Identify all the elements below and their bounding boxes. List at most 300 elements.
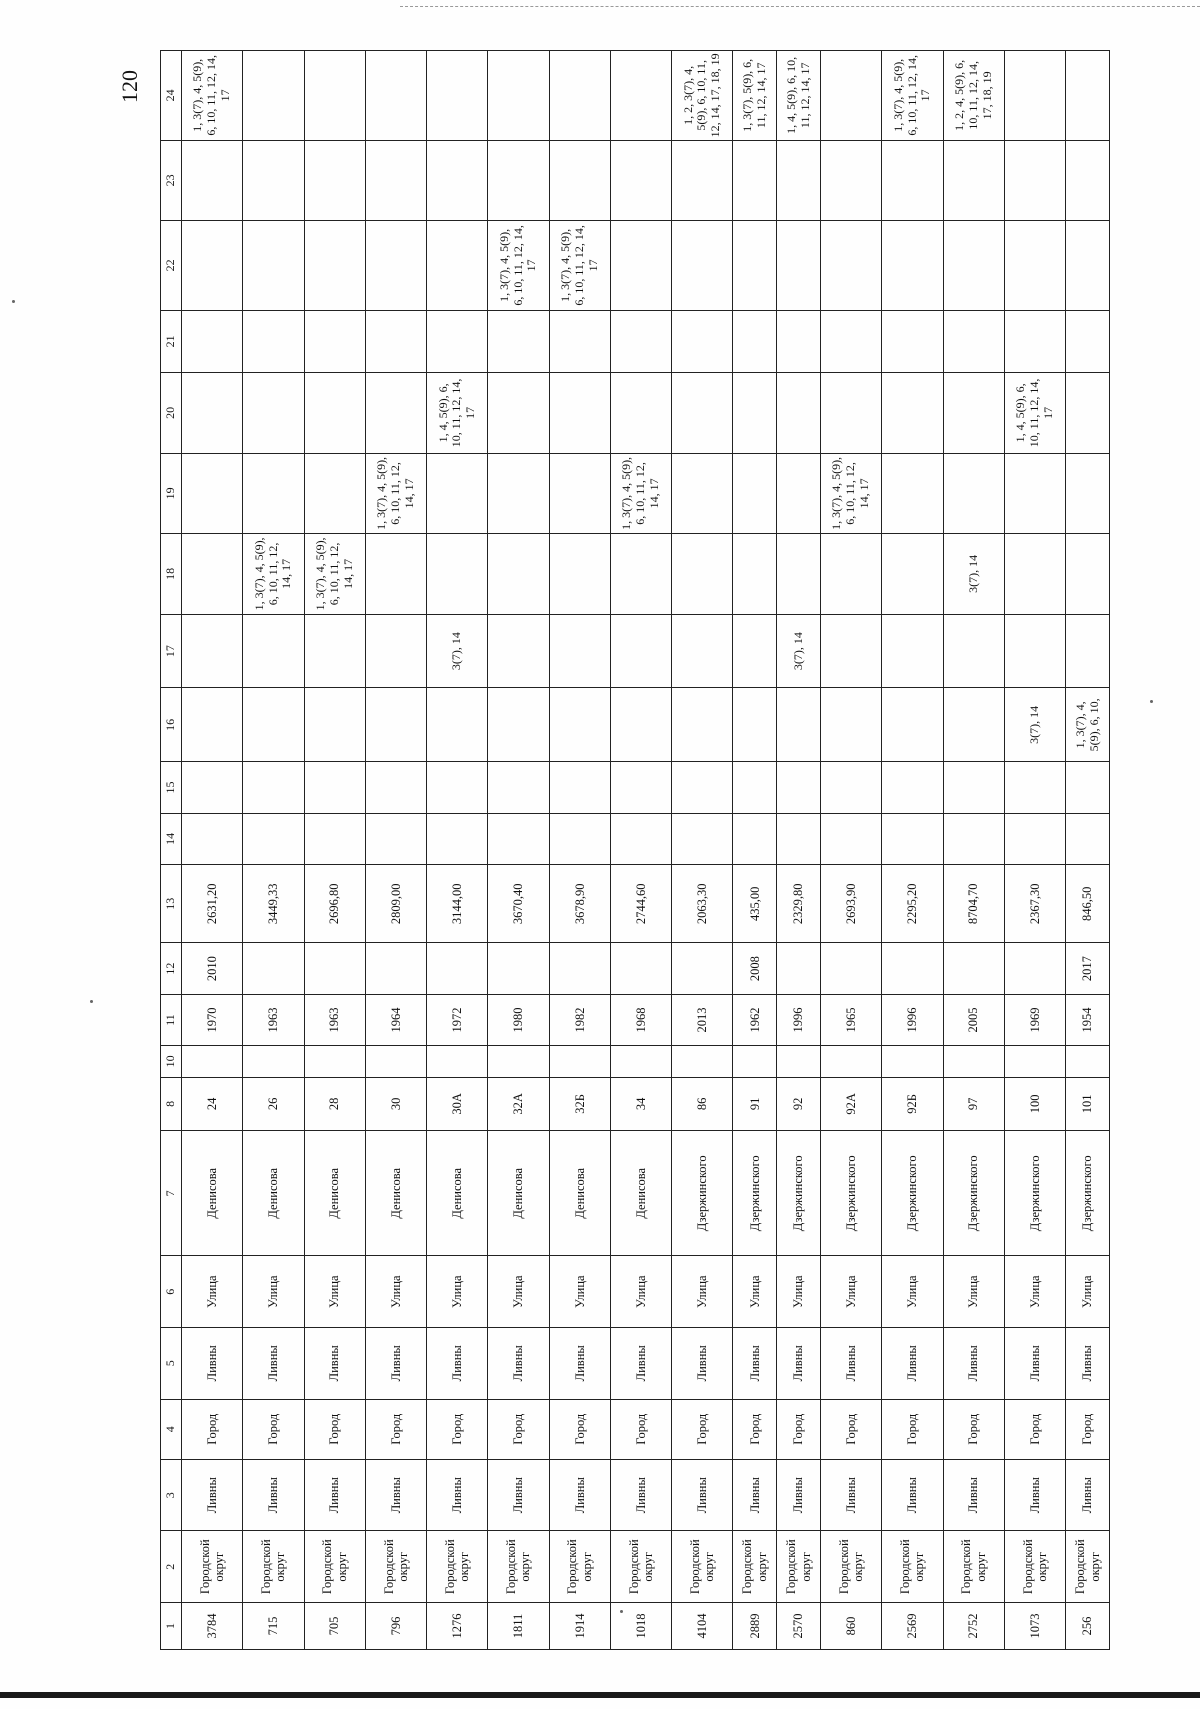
column-number-header: 7 <box>161 1131 182 1256</box>
table-row <box>1066 51 1110 1650</box>
table-cell: 8704,70 <box>943 865 1004 943</box>
table-cell: 2570 <box>777 1603 821 1650</box>
table-cell: Городской округ <box>672 1531 733 1603</box>
column-number-header: 23 <box>161 140 182 221</box>
table-cell <box>882 221 943 310</box>
table-cell: 3(7), 14 <box>427 614 488 688</box>
table-cell: 3670,40 <box>488 865 549 943</box>
table-cell <box>304 221 365 310</box>
rotated-table-container <box>160 50 1110 1650</box>
table-cell: Ливны <box>365 1327 426 1399</box>
table-cell: 1, 2, 3(7), 4, 5(9), 6, 10, 11, 12, 14, 17, 18, 19 <box>672 51 733 141</box>
table-cell <box>672 453 733 534</box>
table-cell <box>882 614 943 688</box>
column-number-header: 2 <box>161 1531 182 1603</box>
table-cell: Ливны <box>821 1327 882 1399</box>
table-cell: Дзержинского <box>943 1131 1004 1256</box>
table-cell: 2063,30 <box>672 865 733 943</box>
table-cell <box>1004 1046 1065 1077</box>
table-cell <box>777 1046 821 1077</box>
table-cell <box>243 310 304 373</box>
table-cell <box>549 762 610 813</box>
table-cell <box>882 534 943 615</box>
table-cell: Улица <box>1004 1256 1065 1328</box>
table-cell: 1962 <box>733 994 777 1045</box>
table-cell <box>1004 614 1065 688</box>
table-cell <box>943 688 1004 762</box>
table-cell <box>733 221 777 310</box>
table-cell <box>821 1046 882 1077</box>
table-cell <box>882 688 943 762</box>
table-cell <box>610 534 671 615</box>
column-number-header: 14 <box>161 813 182 864</box>
table-cell: Ливны <box>733 1459 777 1531</box>
table-cell <box>1004 140 1065 221</box>
table-cell <box>1004 762 1065 813</box>
table-cell: 32Б <box>549 1077 610 1131</box>
table-cell: 3678,90 <box>549 865 610 943</box>
table-cell: Ливны <box>1066 1459 1110 1531</box>
table-cell <box>610 221 671 310</box>
table-cell: Ливны <box>777 1327 821 1399</box>
table-cell: Городской округ <box>1004 1531 1065 1603</box>
table-cell: Ливны <box>549 1327 610 1399</box>
table-cell: Улица <box>610 1256 671 1328</box>
table-viewport <box>160 50 1110 1650</box>
table-cell: Денисова <box>549 1131 610 1256</box>
table-row <box>243 51 304 1650</box>
table-cell <box>365 310 426 373</box>
table-cell <box>777 373 821 454</box>
scan-edge-line <box>400 6 1200 7</box>
table-cell <box>304 1046 365 1077</box>
table-cell <box>365 813 426 864</box>
table-cell: Денисова <box>610 1131 671 1256</box>
table-cell: 3(7), 14 <box>1004 688 1065 762</box>
table-cell <box>821 51 882 141</box>
table-cell: 1972 <box>427 994 488 1045</box>
scan-speck <box>620 1610 623 1613</box>
table-cell <box>549 140 610 221</box>
table-cell <box>610 943 671 994</box>
table-cell: 256 <box>1066 1603 1110 1650</box>
table-cell <box>1004 453 1065 534</box>
table-cell: Город <box>549 1399 610 1459</box>
table-cell <box>488 762 549 813</box>
table-cell: Город <box>610 1399 671 1459</box>
table-cell <box>610 373 671 454</box>
table-cell: 1980 <box>488 994 549 1045</box>
housing-register-table <box>160 50 1110 1650</box>
table-cell: Улица <box>488 1256 549 1328</box>
table-cell: 86 <box>672 1077 733 1131</box>
table-cell: Улица <box>427 1256 488 1328</box>
table-cell <box>777 453 821 534</box>
table-cell <box>1004 943 1065 994</box>
table-cell: 1811 <box>488 1603 549 1650</box>
column-number-header: 3 <box>161 1459 182 1531</box>
table-cell <box>821 373 882 454</box>
column-number-header: 1 <box>161 1603 182 1650</box>
table-cell <box>610 51 671 141</box>
table-row <box>182 51 243 1650</box>
table-cell: 2696,80 <box>304 865 365 943</box>
table-cell <box>488 688 549 762</box>
table-cell <box>488 813 549 864</box>
table-cell <box>488 534 549 615</box>
table-cell: Городской округ <box>777 1531 821 1603</box>
table-cell <box>365 51 426 141</box>
table-cell <box>488 1046 549 1077</box>
table-cell <box>182 453 243 534</box>
table-cell: Город <box>365 1399 426 1459</box>
table-cell: Улица <box>243 1256 304 1328</box>
table-cell <box>672 943 733 994</box>
table-cell: 32А <box>488 1077 549 1131</box>
table-cell <box>610 688 671 762</box>
table-cell <box>182 688 243 762</box>
table-cell: Ливны <box>182 1459 243 1531</box>
table-cell: Город <box>882 1399 943 1459</box>
table-cell: 2005 <box>943 994 1004 1045</box>
table-cell: 1982 <box>549 994 610 1045</box>
table-cell: Город <box>488 1399 549 1459</box>
table-cell: Городской округ <box>1066 1531 1110 1603</box>
scan-speck <box>1150 700 1153 703</box>
table-cell: Дзержинского <box>821 1131 882 1256</box>
column-number-header: 16 <box>161 688 182 762</box>
table-cell <box>821 614 882 688</box>
table-cell <box>243 762 304 813</box>
table-cell <box>549 1046 610 1077</box>
table-cell: Ливны <box>488 1327 549 1399</box>
table-cell: Дзержинского <box>733 1131 777 1256</box>
table-cell: Ливны <box>821 1459 882 1531</box>
table-cell <box>488 140 549 221</box>
table-cell: Город <box>1066 1399 1110 1459</box>
table-cell <box>1066 813 1110 864</box>
table-cell <box>943 762 1004 813</box>
table-cell <box>610 310 671 373</box>
table-cell <box>733 140 777 221</box>
table-row <box>943 51 1004 1650</box>
table-cell <box>182 813 243 864</box>
table-cell: 1969 <box>1004 994 1065 1045</box>
table-cell <box>777 688 821 762</box>
table-cell <box>365 140 426 221</box>
table-row <box>882 51 943 1650</box>
table-cell <box>488 51 549 141</box>
table-cell: Город <box>1004 1399 1065 1459</box>
table-cell: Город <box>304 1399 365 1459</box>
table-cell <box>549 310 610 373</box>
table-cell: Улица <box>365 1256 426 1328</box>
table-cell: 1, 3(7), 4, 5(9), 6, 10, 11, 12, 14, 17 <box>488 221 549 310</box>
table-cell: 34 <box>610 1077 671 1131</box>
table-cell <box>882 813 943 864</box>
table-cell <box>1066 453 1110 534</box>
table-cell: 1963 <box>304 994 365 1045</box>
table-cell: Ливны <box>943 1327 1004 1399</box>
table-cell <box>882 310 943 373</box>
table-cell: Улица <box>304 1256 365 1328</box>
table-cell <box>549 534 610 615</box>
table-cell: 2367,30 <box>1004 865 1065 943</box>
table-cell <box>549 51 610 141</box>
table-cell: 1965 <box>821 994 882 1045</box>
table-cell <box>777 813 821 864</box>
table-cell: 705 <box>304 1603 365 1650</box>
table-cell: 796 <box>365 1603 426 1650</box>
table-row <box>733 51 777 1650</box>
table-cell <box>882 943 943 994</box>
table-cell: Ливны <box>182 1327 243 1399</box>
table-cell: Город <box>943 1399 1004 1459</box>
table-cell <box>821 762 882 813</box>
table-cell: 92Б <box>882 1077 943 1131</box>
table-cell <box>1066 614 1110 688</box>
table-cell: 2744,60 <box>610 865 671 943</box>
table-cell: Улица <box>1066 1256 1110 1328</box>
table-cell: Город <box>672 1399 733 1459</box>
table-cell: Улица <box>777 1256 821 1328</box>
column-number-header: 13 <box>161 865 182 943</box>
table-body <box>182 51 1110 1650</box>
table-cell <box>549 688 610 762</box>
table-row <box>488 51 549 1650</box>
table-cell <box>672 614 733 688</box>
table-cell <box>243 140 304 221</box>
table-cell: Ливны <box>610 1327 671 1399</box>
table-cell: Городской округ <box>549 1531 610 1603</box>
table-cell <box>821 221 882 310</box>
table-cell <box>427 762 488 813</box>
table-cell <box>943 310 1004 373</box>
table-cell: 1954 <box>1066 994 1110 1045</box>
table-cell <box>304 762 365 813</box>
table-cell <box>304 813 365 864</box>
table-cell <box>488 310 549 373</box>
table-cell: Ливны <box>733 1327 777 1399</box>
table-cell: Ливны <box>1004 1327 1065 1399</box>
table-cell: 3(7), 14 <box>943 534 1004 615</box>
column-number-header: 19 <box>161 453 182 534</box>
table-cell <box>672 534 733 615</box>
table-cell <box>304 310 365 373</box>
table-cell <box>610 813 671 864</box>
table-cell: Улица <box>182 1256 243 1328</box>
table-cell: Ливны <box>882 1327 943 1399</box>
table-cell: Денисова <box>427 1131 488 1256</box>
table-cell: 1, 3(7), 4, 5(9), 6, 10, 11, 12, 14, 17 <box>610 453 671 534</box>
table-cell: 101 <box>1066 1077 1110 1131</box>
table-cell: 24 <box>182 1077 243 1131</box>
table-header <box>161 51 182 1650</box>
table-cell <box>1066 140 1110 221</box>
table-cell <box>672 140 733 221</box>
table-cell: Городской округ <box>182 1531 243 1603</box>
column-number-header: 17 <box>161 614 182 688</box>
table-cell <box>1066 373 1110 454</box>
column-number-header: 10 <box>161 1046 182 1077</box>
table-cell <box>610 614 671 688</box>
column-number-header: 5 <box>161 1327 182 1399</box>
table-cell <box>427 1046 488 1077</box>
table-cell: Улица <box>549 1256 610 1328</box>
table-cell <box>182 310 243 373</box>
table-cell: Город <box>182 1399 243 1459</box>
table-cell: 2693,90 <box>821 865 882 943</box>
table-cell: 715 <box>243 1603 304 1650</box>
table-cell <box>549 813 610 864</box>
table-cell <box>821 688 882 762</box>
table-cell: 97 <box>943 1077 1004 1131</box>
table-cell: Улица <box>943 1256 1004 1328</box>
table-cell: 1, 3(7), 4, 5(9), 6, 10, 11, 12, 14, 17 <box>549 221 610 310</box>
table-cell: Дзержинского <box>672 1131 733 1256</box>
table-cell <box>610 1046 671 1077</box>
table-cell <box>1066 762 1110 813</box>
table-cell: 30А <box>427 1077 488 1131</box>
table-row <box>427 51 488 1650</box>
scan-speck <box>12 300 15 303</box>
table-cell: Ливны <box>243 1459 304 1531</box>
table-row <box>304 51 365 1650</box>
table-cell: 435,00 <box>733 865 777 943</box>
table-cell <box>243 51 304 141</box>
table-cell: Дзержинского <box>1004 1131 1065 1256</box>
table-row <box>1004 51 1065 1650</box>
table-cell <box>943 813 1004 864</box>
page-number: 120 <box>117 70 142 103</box>
table-cell: Ливны <box>427 1459 488 1531</box>
table-cell: Городской округ <box>610 1531 671 1603</box>
table-cell <box>365 688 426 762</box>
table-cell <box>733 813 777 864</box>
table-cell <box>365 373 426 454</box>
table-cell <box>882 373 943 454</box>
table-cell: Ливны <box>943 1459 1004 1531</box>
table-cell: 1, 3(7), 4, 5(9), 6, 10, 11, 12, 14, 17 <box>365 453 426 534</box>
column-number-header: 20 <box>161 373 182 454</box>
table-cell <box>943 221 1004 310</box>
table-cell <box>821 310 882 373</box>
table-cell: 1, 3(7), 4, 5(9), 6, 10, 11, 12, 14, 17 <box>304 534 365 615</box>
table-cell: 2008 <box>733 943 777 994</box>
table-cell: Ливны <box>672 1459 733 1531</box>
table-cell: 1, 3(7), 4, 5(9), 6, 10, 11, 12, 14, 17 <box>821 453 882 534</box>
table-cell <box>304 373 365 454</box>
table-cell: 1996 <box>882 994 943 1045</box>
table-cell <box>882 1046 943 1077</box>
table-cell <box>304 614 365 688</box>
table-cell: Ливны <box>488 1459 549 1531</box>
table-cell <box>943 453 1004 534</box>
table-cell <box>1066 51 1110 141</box>
table-cell: 1, 3(7), 4, 5(9), 6, 10, 11, 12, 14, 17 <box>182 51 243 141</box>
table-cell: 1, 3(7), 4, 5(9), 6, 10, 11, 12, 14, 17 <box>243 534 304 615</box>
table-cell: Город <box>821 1399 882 1459</box>
table-cell <box>549 453 610 534</box>
table-cell: Улица <box>672 1256 733 1328</box>
scan-speck <box>90 1000 93 1003</box>
table-cell: 1276 <box>427 1603 488 1650</box>
table-cell: Ливны <box>610 1459 671 1531</box>
table-cell <box>549 373 610 454</box>
table-cell: Улица <box>821 1256 882 1328</box>
table-cell <box>821 140 882 221</box>
table-cell <box>777 310 821 373</box>
table-cell <box>549 943 610 994</box>
table-cell <box>488 614 549 688</box>
table-cell <box>1004 310 1065 373</box>
table-cell <box>777 140 821 221</box>
table-cell: 2017 <box>1066 943 1110 994</box>
table-cell: Городской округ <box>821 1531 882 1603</box>
table-cell: Ливны <box>1004 1459 1065 1531</box>
table-cell <box>672 813 733 864</box>
table-cell: 2631,20 <box>182 865 243 943</box>
table-cell <box>943 140 1004 221</box>
table-cell: 28 <box>304 1077 365 1131</box>
table-cell: Ливны <box>1066 1327 1110 1399</box>
table-cell: 1996 <box>777 994 821 1045</box>
table-row <box>777 51 821 1650</box>
table-cell <box>672 373 733 454</box>
table-cell <box>777 762 821 813</box>
column-number-header: 6 <box>161 1256 182 1328</box>
table-cell <box>243 943 304 994</box>
table-cell: 2569 <box>882 1603 943 1650</box>
column-number-header: 24 <box>161 51 182 141</box>
table-cell <box>365 762 426 813</box>
scan-bottom-bar <box>0 1692 1200 1698</box>
table-cell <box>365 1046 426 1077</box>
table-cell: Ливны <box>243 1327 304 1399</box>
column-number-header: 22 <box>161 221 182 310</box>
table-cell <box>943 614 1004 688</box>
table-cell: Денисова <box>304 1131 365 1256</box>
table-cell <box>1004 534 1065 615</box>
table-cell: 1, 4, 5(9), 6, 10, 11, 12, 14, 17 <box>1004 373 1065 454</box>
table-cell <box>243 1046 304 1077</box>
table-cell <box>1066 534 1110 615</box>
table-cell <box>672 221 733 310</box>
table-cell: 1, 2, 4, 5(9), 6, 10, 11, 12, 14, 17, 18, 19 <box>943 51 1004 141</box>
table-cell <box>182 221 243 310</box>
table-cell <box>1004 813 1065 864</box>
table-cell <box>821 943 882 994</box>
table-cell: Городской округ <box>488 1531 549 1603</box>
table-cell: Дзержинского <box>882 1131 943 1256</box>
table-row <box>672 51 733 1650</box>
table-cell: 30 <box>365 1077 426 1131</box>
table-cell <box>182 762 243 813</box>
table-cell <box>882 140 943 221</box>
table-cell <box>243 453 304 534</box>
table-cell <box>1066 1046 1110 1077</box>
table-cell <box>733 373 777 454</box>
column-number-header: 4 <box>161 1399 182 1459</box>
column-number-row <box>161 51 182 1650</box>
table-cell <box>943 1046 1004 1077</box>
table-cell: 1073 <box>1004 1603 1065 1650</box>
table-cell <box>733 688 777 762</box>
table-cell <box>427 310 488 373</box>
table-cell: 2752 <box>943 1603 1004 1650</box>
table-cell: Город <box>427 1399 488 1459</box>
table-cell: 1970 <box>182 994 243 1045</box>
